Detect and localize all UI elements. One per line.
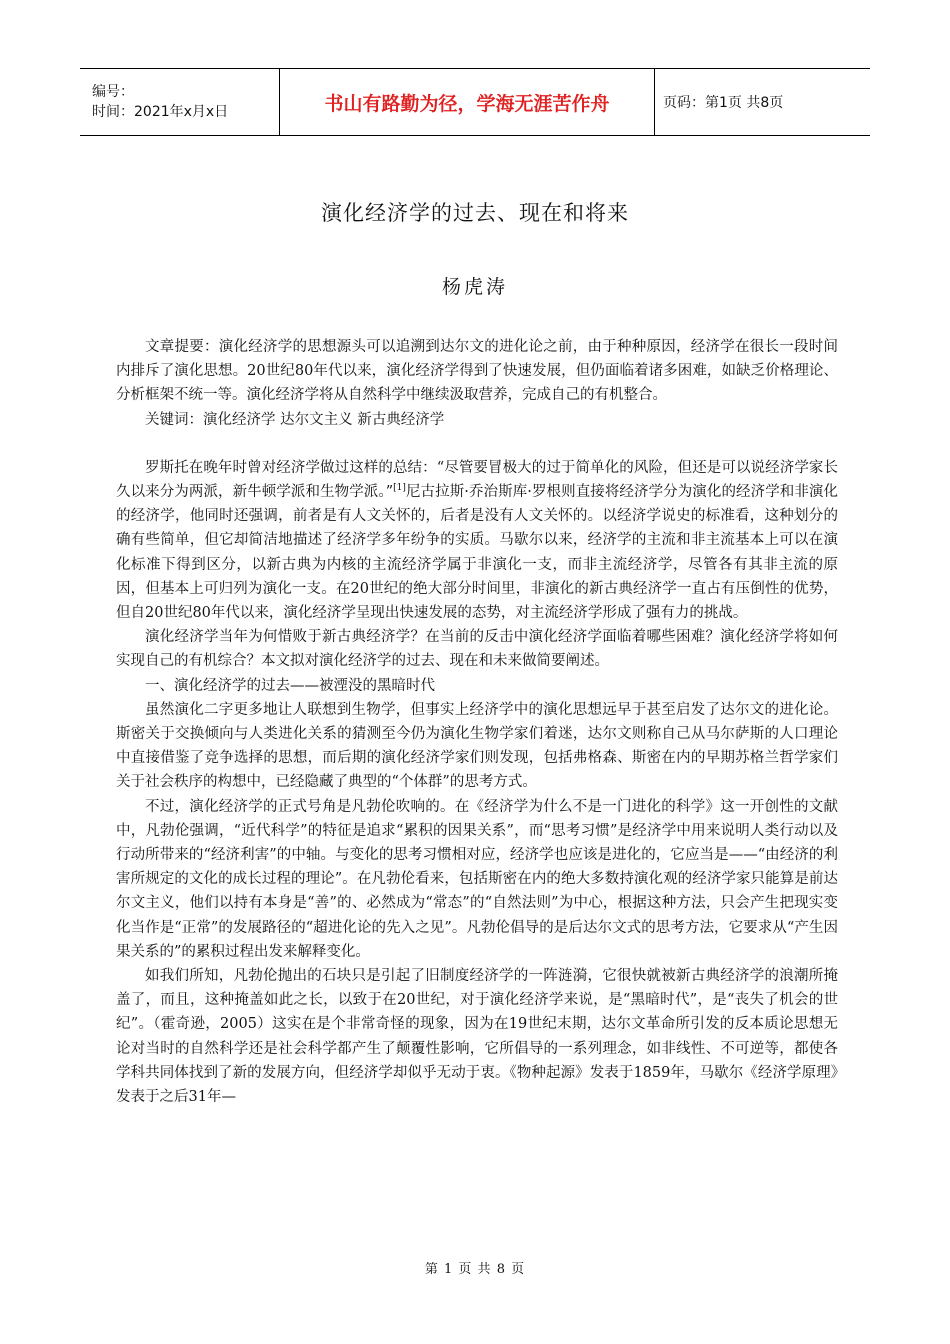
document-header bbox=[80, 68, 870, 136]
keywords-paragraph: 关键词：演化经济学 达尔文主义 新古典经济学 bbox=[145, 411, 445, 428]
document-body bbox=[116, 335, 838, 1109]
paragraph-1-part-b: 尼古拉斯·乔治斯库·罗根则直接将经济学分为演化的经济学和非演化的经济学，他同时还强调，前者是有人文关怀的，后者是没有人文关怀的。以经济学说史的标准看，这种划分的确有些简单，但它却简洁地描述了经济学多年纷争的实质。马歇尔以来，经济学的主流和非主流基本上可以在演化标准下得到区分，以新古典为内核的主流经济学属于非演化一支，而非主流经济学，尽管各有其非主流的原因，但基本上可归列为演化一支。在20世纪的绝大部分时间里，非演化的新古典经济学一直占有压倒性的优势，但自20世纪80年代以来，演化经济学呈现出快速发展的态势，对主流经济学形成了强有力的挑战。 bbox=[116, 484, 838, 622]
reference-marker: [1] bbox=[393, 483, 406, 494]
section-heading-1: 一、演化经济学的过去——被湮没的黑暗时代 bbox=[145, 677, 435, 694]
document-author: 杨虎涛 bbox=[441, 276, 508, 298]
page-footer: 第 1 页 共 8 页 bbox=[424, 1262, 526, 1277]
time-label: 时间：2021年x月x日 bbox=[92, 104, 229, 120]
paragraph-1-part-a: 罗斯托在晚年时曾对经济学做过这样的总结：“尽管要冒极大的过于简单化的风险，但还是可以说经济学家长久以来分为两派，新牛顿学派和生物学派。” bbox=[116, 459, 838, 501]
motto-text: 书山有路勤为径，学海无涯苦作舟 bbox=[324, 92, 610, 115]
paragraph-3: 虽然演化二字更多地让人联想到生物学，但事实上经济学中的演化思想远早于甚至启发了达尔文的进化论。斯密关于交换倾向与人类进化关系的猜测至今仍为演化生物学家们着迷，达尔文则称自己从马尔萨斯的人口理论中直接借鉴了竞争选择的思想，而后期的演化经济学家们则发现，包括弗格森、斯密在内的早期苏格兰哲学家们关于社会秩序的构想中，已经隐藏了典型的“个体群”的思考方式。 bbox=[116, 701, 838, 791]
paragraph-5: 如我们所知，凡勃伦抛出的石块只是引起了旧制度经济学的一阵涟漪，它很快就被新古典经济学的浪潮所掩盖了，而且，这种掩盖如此之长，以致于在20世纪，对于演化经济学来说，是“黑暗时代”，是“丧失了机会的世纪”。（霍奇逊，2005）这实在是个非常奇怪的现象，因为在19世纪末期，达尔文革命所引发的反本质论思想无论对当时的自然科学还是社会科学都产生了颠覆性影响，它所倡导的一系列理念，如非线性、不可逆等，都使各学科共同体找到了新的发展方向，但经济学却似乎无动于衷。《物种起源》发表于1859年，马歇尔《经济学原理》发表于之后31年— bbox=[116, 968, 838, 1106]
abstract-paragraph: 文章提要：演化经济学的思想源头可以追溯到达尔文的进化论之前，由于种种原因，经济学在很长一段时间内排斥了演化思想。20世纪80年代以来，演化经济学得到了快速发展，但仍面临着诸多困难，如缺乏价格理论、分析框架不统一等。演化经济学将从自然科学中继续汲取营养，完成自己的有机整合。 bbox=[116, 339, 838, 404]
document-title: 演化经济学的过去、现在和将来 bbox=[321, 201, 629, 225]
paragraph-2: 演化经济学当年为何惜败于新古典经济学？在当前的反击中演化经济学面临着哪些困难？演化经济学将如何实现自己的有机综合？本文拟对演化经济学的过去、现在和未来做简要阐述。 bbox=[116, 629, 838, 670]
paragraph-4: 不过，演化经济学的正式号角是凡勃伦吹响的。在《经济学为什么不是一门进化的科学》这一开创性的文献中，凡勃伦强调，“近代科学”的特征是追求“累积的因果关系”，而“思考习惯”是经济学中用来说明人类行动以及行动所带来的“经济利害”的中轴。与变化的思考习惯相对应，经济学也应该是进化的，它应当是——“由经济的利害所规定的文化的成长过程的理论”。在凡勃伦看来，包括斯密在内的绝大多数持演化观的经济学家只能算是前达尔文主义，他们以持有本身是“善”的、必然成为“常态”的“自然法则”为中心，根据这种方法，只会产生把现实变化当作是“正常”的发展路径的“超进化论的先入之见”。凡勃伦倡导的是后达尔文式的思考方法，它要求从“产生因果关系的”的累积过程出发来解释变化。 bbox=[116, 798, 838, 960]
paragraph-1 bbox=[116, 456, 838, 625]
header-motto bbox=[280, 69, 655, 135]
header-meta bbox=[80, 69, 280, 135]
page-info-text: 页码：第1页 共8页 bbox=[663, 95, 784, 111]
header-page-info bbox=[655, 69, 870, 135]
number-label: 编号： bbox=[92, 84, 134, 100]
